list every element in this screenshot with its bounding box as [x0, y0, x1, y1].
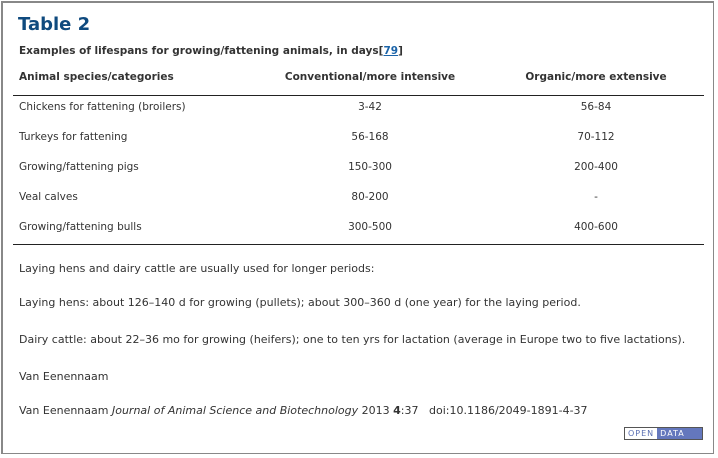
reference-link[interactable]: 79 [383, 45, 399, 57]
note: Laying hens and dairy cattle are usually used for longer periods: [19, 262, 375, 275]
table-cell: Veal calves [19, 191, 78, 203]
table-cell: 70-112 [577, 131, 615, 143]
table-cell: Growing/fattening pigs [19, 161, 139, 173]
open-data-badge[interactable] [624, 427, 703, 440]
note: Laying hens: about 126–140 d for growing (pullets); about 300–360 d (one year) for the laying period. [19, 296, 581, 309]
table-cell: 80-200 [351, 191, 389, 203]
table-cell: 300-500 [348, 221, 392, 233]
table-cell: - [594, 191, 598, 203]
doi: doi:10.1186/2049-1891-4-37 [428, 404, 588, 417]
badge-data: DATA [657, 428, 702, 439]
header-rule [13, 95, 704, 96]
table-cell: Turkeys for fattening [19, 131, 128, 143]
table-cell: 150-300 [348, 161, 392, 173]
table-bottom-rule [13, 244, 704, 245]
table-title: Table 2 [18, 14, 91, 35]
badge-open: OPEN [625, 428, 657, 439]
table-caption: Examples of lifespans for growing/fattening animals, in days[79] [19, 45, 403, 57]
table-cell: 200-400 [574, 161, 618, 173]
table-cell: 400-600 [574, 221, 618, 233]
table-cell: 56-84 [580, 101, 612, 113]
table-cell: 56-168 [351, 131, 389, 143]
note: Dairy cattle: about 22–36 mo for growing (heifers); one to ten yrs for lactation (average in Europe two to five lactations). [19, 333, 686, 346]
table-cell: Growing/fattening bulls [19, 221, 142, 233]
header-organic: Organic/more extensive [525, 71, 667, 83]
header-conventional: Conventional/more intensive [284, 71, 456, 83]
table-cell: Chickens for fattening (broilers) [19, 101, 186, 113]
header-species: Animal species/categories [19, 71, 174, 83]
citation: Van Eenennaam Journal of Animal Science and Biotechnology 2013 4:37 doi:10.1186/2049-1891-4-37 [19, 404, 588, 417]
table-cell: 3-42 [358, 101, 382, 113]
note: Van Eenennaam [19, 370, 109, 383]
